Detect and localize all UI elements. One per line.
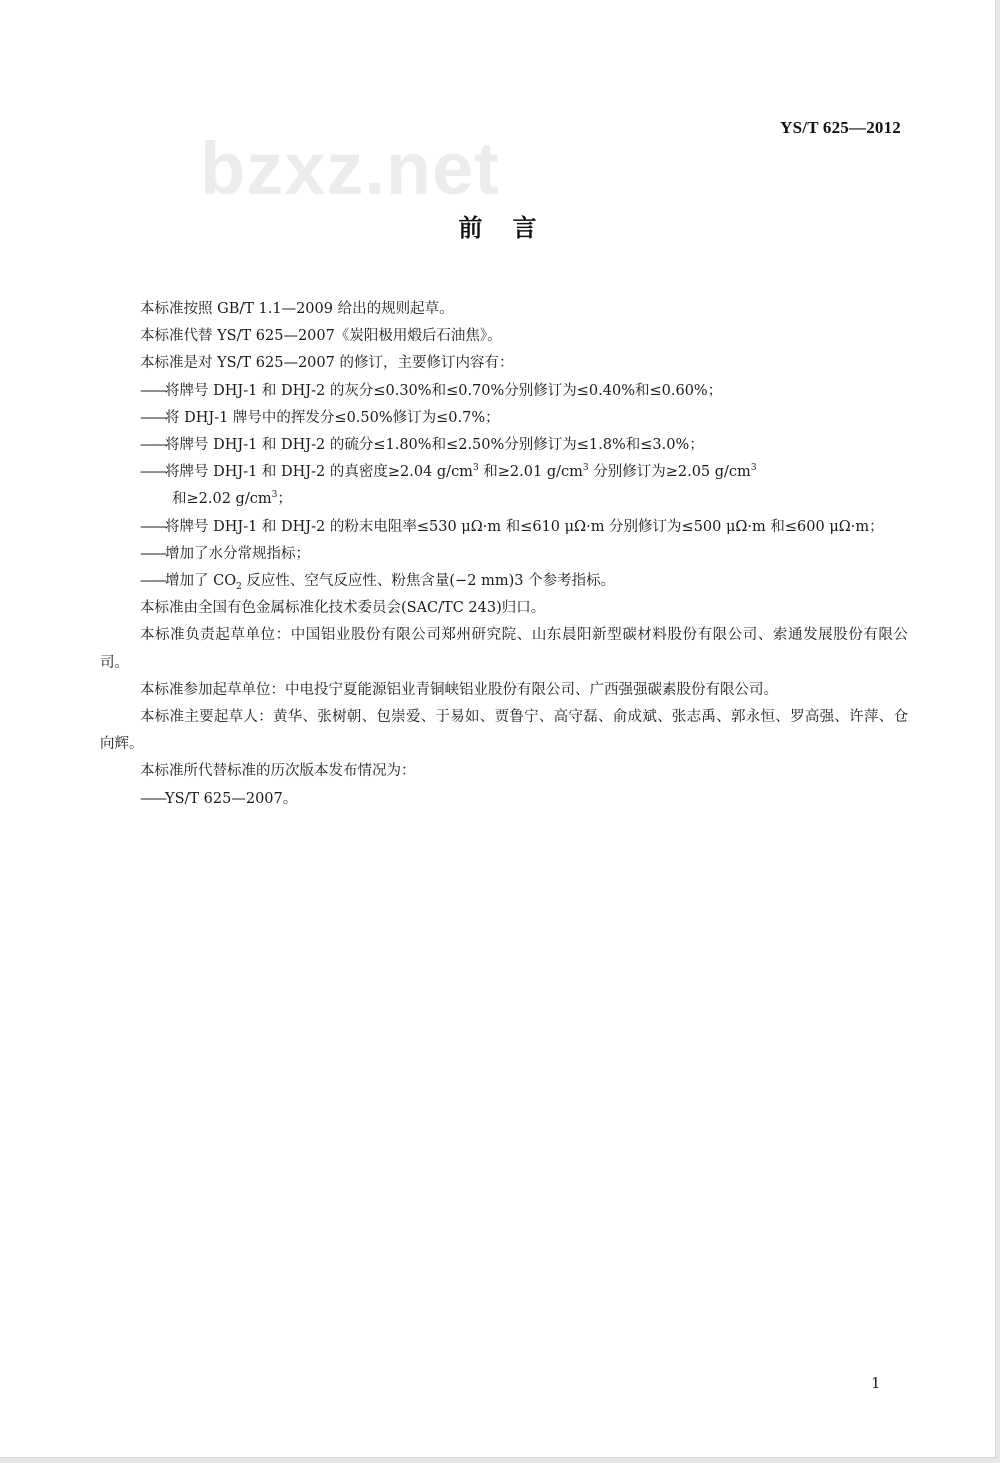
revision-item bbox=[100, 378, 908, 405]
revision-item bbox=[100, 541, 908, 568]
revision-text: 将 DHJ-1 牌号中的挥发分≤0.50%修订为≤0.7%； bbox=[165, 409, 500, 426]
subscript: 2 bbox=[236, 581, 242, 592]
page-title: 前言 bbox=[458, 214, 567, 242]
foreword-body bbox=[100, 296, 908, 813]
paragraph: 本标准所代替标准的历次版本发布情况为： bbox=[140, 763, 416, 780]
paragraph: 本标准由全国有色金属标准化技术委员会(SAC/TC 243)归口。 bbox=[140, 600, 546, 617]
watermark: bzxz.net bbox=[200, 127, 500, 210]
revision-text: 将牌号 DHJ-1 和 DHJ-2 的灰分≤0.30%和≤0.70%分别修订为≤0.40%和≤0.60%； bbox=[165, 382, 723, 399]
revision-item bbox=[100, 568, 908, 595]
paragraph: 本标准代替 YS/T 625—2007《炭阳极用煅后石油焦》。 bbox=[140, 328, 502, 345]
revision-text: 将牌号 DHJ-1 和 DHJ-2 的硫分≤1.80%和≤2.50%分别修订为≤1.8%和≤3.0%； bbox=[165, 437, 704, 454]
revision-text: 反应性、空气反应性、粉焦含量(−2 mm)3 个参考指标。 bbox=[241, 573, 616, 590]
revision-item bbox=[100, 514, 908, 541]
revision-text: 和≥2.02 g/cm bbox=[172, 491, 272, 508]
revision-text: 将牌号 DHJ-1 和 DHJ-2 的真密度≥2.04 g/cm bbox=[165, 464, 473, 481]
revision-item bbox=[100, 432, 908, 459]
revision-item bbox=[100, 459, 908, 513]
page-number: 1 bbox=[871, 1374, 881, 1392]
history-item bbox=[100, 786, 908, 813]
dash: —— bbox=[140, 518, 165, 535]
superscript: 3 bbox=[582, 463, 589, 474]
revision-text: 分别修订为≥2.05 g/cm bbox=[588, 464, 751, 481]
paragraph: 本标准是对 YS/T 625—2007 的修订，主要修订内容有： bbox=[140, 355, 514, 372]
dash: —— bbox=[140, 790, 165, 807]
paragraph: 本标准参加起草单位：中电投宁夏能源铝业青铜峡铝业股份有限公司、广西强强碳素股份有限公司。 bbox=[140, 681, 778, 698]
dash: —— bbox=[140, 464, 165, 481]
dash: —— bbox=[140, 545, 165, 562]
revision-text: 增加了水分常规指标； bbox=[165, 545, 310, 562]
dash: —— bbox=[140, 573, 165, 590]
revision-text: ； bbox=[277, 491, 292, 508]
revision-item bbox=[100, 405, 908, 432]
superscript: 3 bbox=[472, 463, 479, 474]
paragraph: 本标准主要起草人：黄华、张树朝、包崇爱、于易如、贾鲁宁、高守磊、俞成斌、张志禹、郭永恒、罗高强、许萍、仓向辉。 bbox=[100, 709, 908, 753]
dash: —— bbox=[140, 437, 165, 454]
history-text: YS/T 625—2007。 bbox=[165, 790, 298, 807]
dash: —— bbox=[140, 409, 165, 426]
revision-text: 增加了 CO bbox=[165, 573, 237, 590]
revision-text: 和≥2.01 g/cm bbox=[478, 464, 583, 481]
paragraph: 本标准按照 GB/T 1.1—2009 给出的规则起草。 bbox=[140, 301, 454, 317]
paragraph: 本标准负责起草单位：中国铝业股份有限公司郑州研究院、山东晨阳新型碳材料股份有限公司、索通发展股份有限公司。 bbox=[100, 627, 908, 671]
dash: —— bbox=[140, 382, 165, 399]
superscript: 3 bbox=[750, 463, 757, 474]
standard-code: YS/T 625—2012 bbox=[780, 118, 901, 137]
superscript: 3 bbox=[271, 490, 278, 501]
revision-text: 将牌号 DHJ-1 和 DHJ-2 的粉末电阻率≤530 μΩ·m 和≤610 μΩ·m 分别修订为≤500 μΩ·m 和≤600 μΩ·m； bbox=[165, 518, 884, 535]
